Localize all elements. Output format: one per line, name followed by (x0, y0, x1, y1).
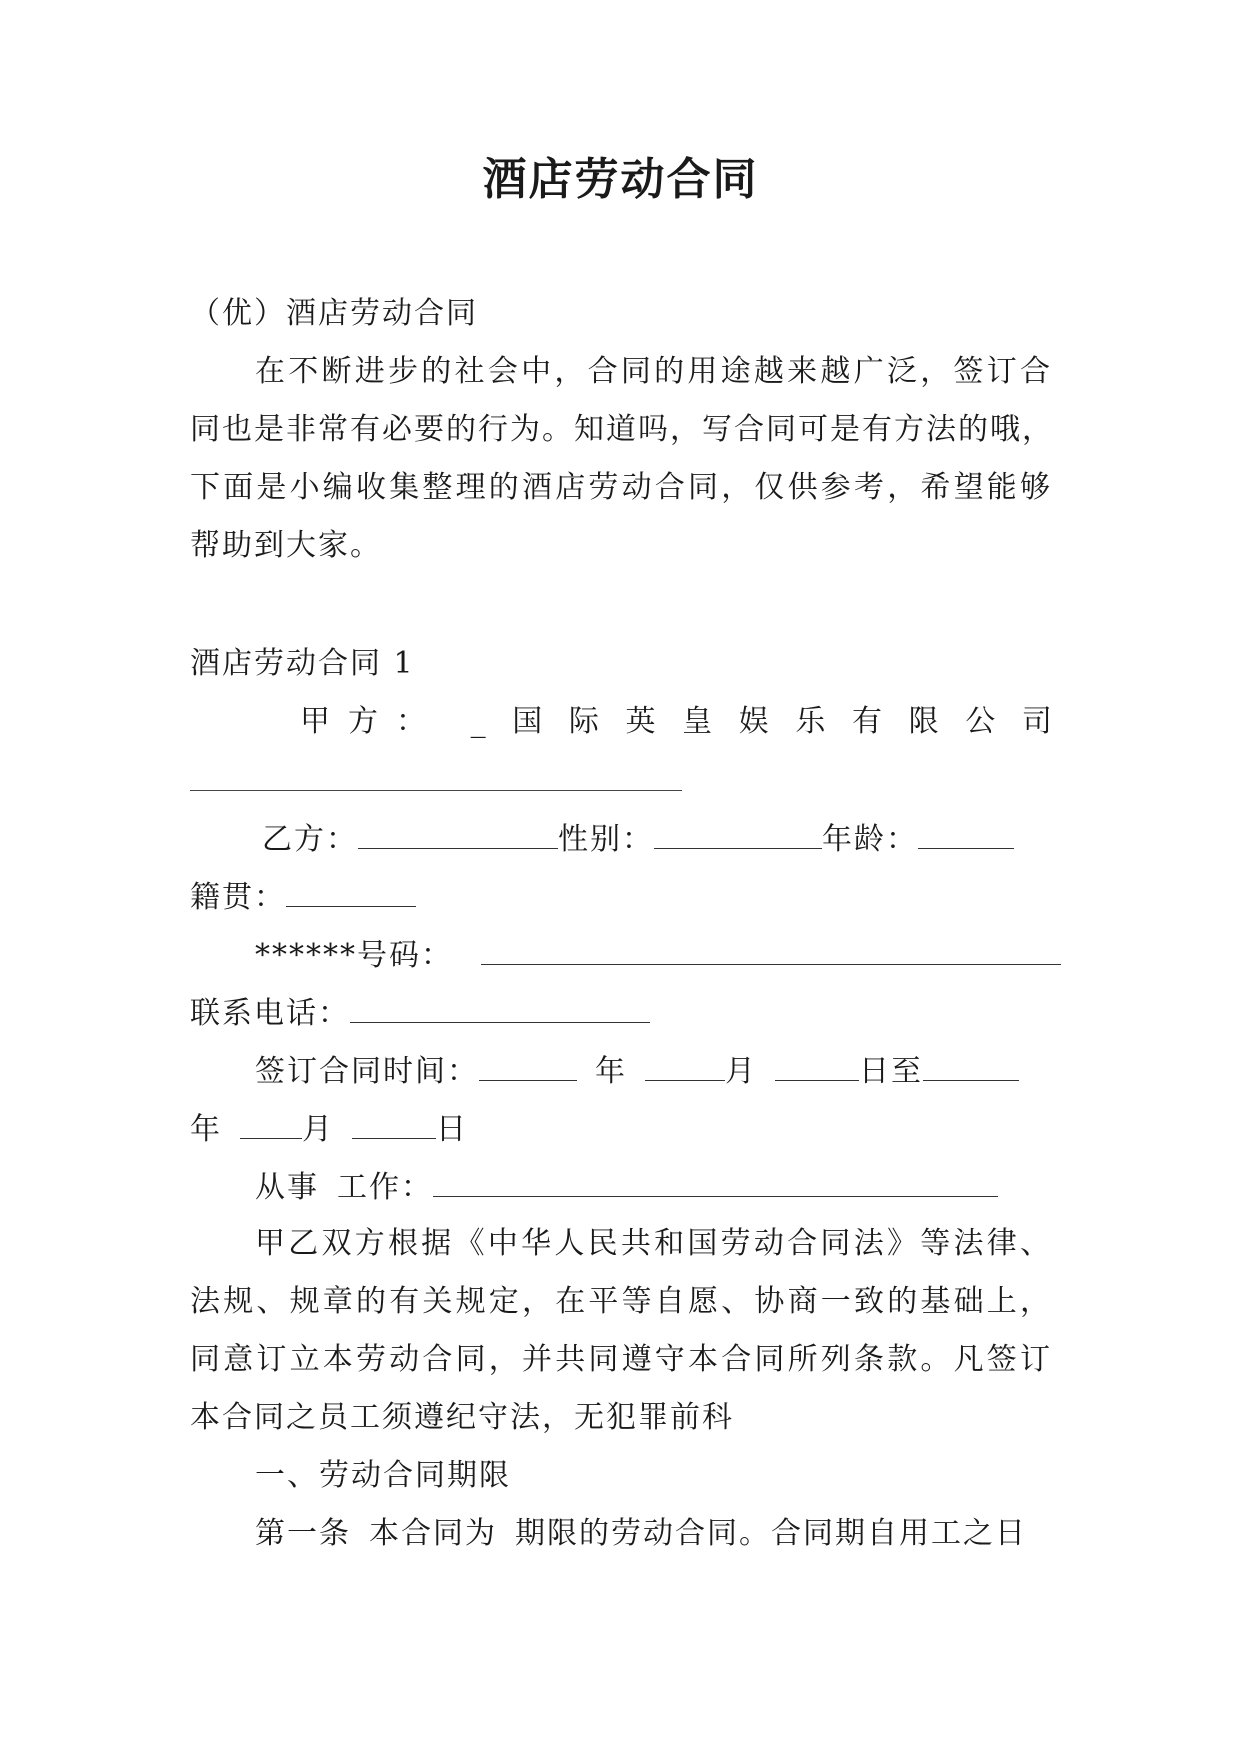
end-day-label: 日 (436, 1112, 468, 1147)
party-a-char: 娱 (738, 704, 769, 739)
sign-day-blank[interactable] (775, 1050, 859, 1081)
body-line-4: 本合同之员工须遵纪守法，无犯罪前科 (190, 1400, 734, 1435)
work-line (255, 1166, 1052, 1208)
end-day-blank[interactable] (352, 1108, 436, 1139)
end-month-label: 月 (302, 1112, 334, 1147)
article-1-number: 第一条 (255, 1516, 351, 1551)
work-label-2: 工作： (337, 1170, 433, 1205)
sign-year-label: 年 (595, 1054, 627, 1089)
sign-day-to-label: 日至 (859, 1054, 923, 1089)
id-label: ******号码： (255, 938, 453, 973)
work-blank[interactable] (433, 1166, 998, 1197)
party-a-char: 英 (625, 704, 656, 739)
article-1-part-c: 期限的劳动合同。合同期自用工之日 (515, 1516, 1027, 1551)
document-title: 酒店劳动合同 (482, 154, 759, 205)
native-line (190, 876, 1052, 918)
work-label-1: 从事 (255, 1170, 319, 1205)
party-a-char: 司 (1021, 704, 1052, 739)
intro-line-4: 帮助到大家。 (190, 528, 382, 563)
sign-time-line-1 (255, 1050, 1052, 1092)
party-a-line (300, 702, 1052, 742)
id-blank[interactable] (481, 934, 1061, 965)
party-a-char: _ (470, 704, 486, 739)
sign-time-line-2 (190, 1108, 1052, 1150)
party-a-char: 有 (852, 704, 882, 739)
sign-year-blank[interactable] (479, 1050, 577, 1081)
intro-line-1: 在不断进步的社会中，合同的用途越来越广泛，签订合 (255, 354, 1052, 389)
body-line-3: 同意订立本劳动合同，并共同遵守本合同所列条款。凡签订 (190, 1342, 1052, 1377)
article-1-part-b: 本合同为 (369, 1516, 497, 1551)
party-a-char: 际 (568, 704, 599, 739)
native-label: 籍贯： (190, 880, 286, 915)
party-a-char: 乐 (795, 704, 826, 739)
party-b-line (262, 818, 1059, 860)
intro-line-3: 下面是小编收集整理的酒店劳动合同，仅供参考，希望能够 (190, 470, 1052, 505)
end-month-blank[interactable] (240, 1108, 302, 1139)
phone-blank[interactable] (350, 992, 650, 1023)
party-a-label: 甲方： (300, 704, 444, 739)
section-heading-1: 一、劳动合同期限 (255, 1458, 511, 1493)
party-b-blank[interactable] (358, 818, 558, 849)
contract-heading: 酒店劳动合同 1 (190, 646, 415, 681)
party-b-label: 乙方： (262, 822, 358, 857)
phone-line (190, 992, 1052, 1034)
end-year-label: 年 (190, 1112, 222, 1147)
sign-time-label: 签订合同时间： (255, 1054, 479, 1089)
gender-label: 性别： (558, 822, 654, 857)
party-a-underline (190, 790, 682, 791)
article-1-line (255, 1514, 1052, 1554)
sign-month-blank[interactable] (645, 1050, 725, 1081)
party-a-char: 皇 (682, 704, 713, 739)
native-blank[interactable] (286, 876, 416, 907)
phone-label: 联系电话： (190, 996, 350, 1031)
age-blank[interactable] (918, 818, 1014, 849)
gender-blank[interactable] (654, 818, 822, 849)
party-a-char: 国 (512, 704, 543, 739)
sign-month-label: 月 (725, 1054, 757, 1089)
party-a-char: 公 (965, 704, 996, 739)
body-line-1: 甲乙双方根据《中华人民共和国劳动合同法》等法律、 (255, 1226, 1052, 1261)
body-line-2: 法规、规章的有关规定，在平等自愿、协商一致的基础上， (190, 1284, 1052, 1319)
intro-line-2: 同也是非常有必要的行为。知道吗，写合同可是有方法的哦， (190, 412, 1054, 447)
party-a-char: 限 (908, 704, 939, 739)
end-year-blank[interactable] (923, 1050, 1019, 1081)
id-line (255, 934, 1052, 976)
subtitle: （优）酒店劳动合同 (190, 296, 478, 331)
age-label: 年龄： (822, 822, 918, 857)
